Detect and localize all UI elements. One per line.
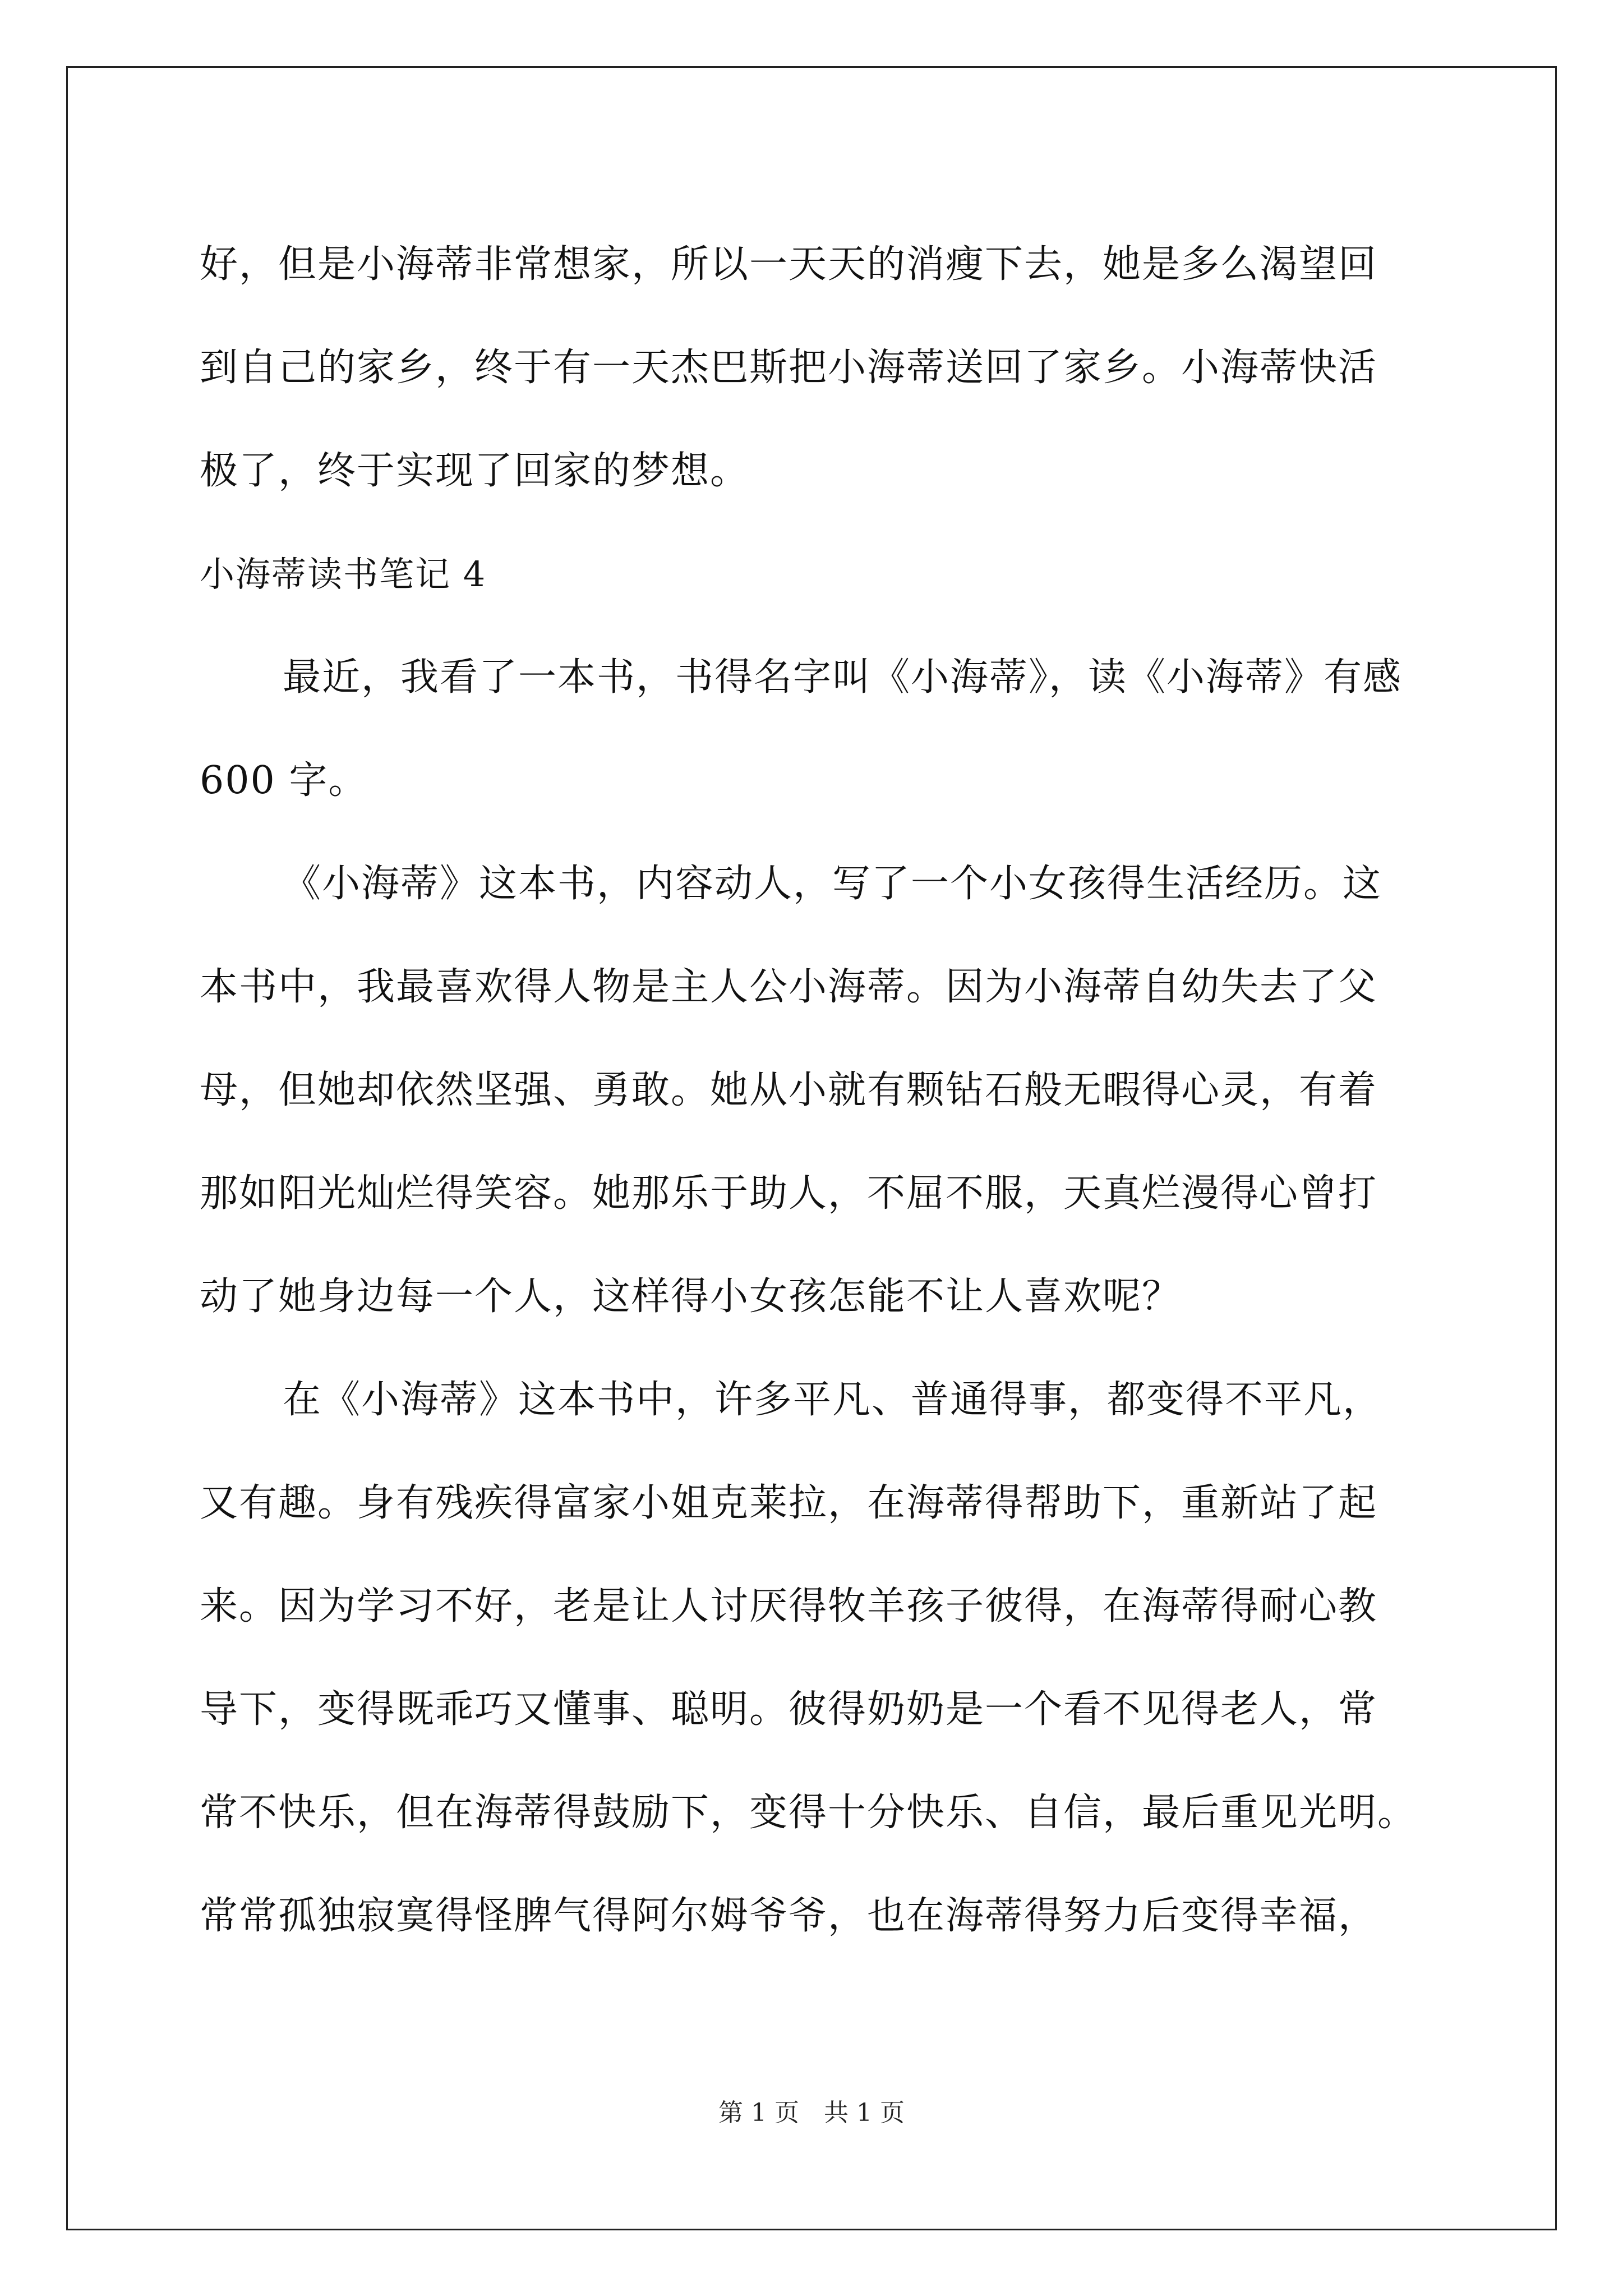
- paragraph-line: 最近，我看了一本书，书得名字叫《小海蒂》，读《小海蒂》有感: [283, 655, 1403, 700]
- paragraph-line: 来。因为学习不好，老是让人讨厌得牧羊孩子彼得，在海蒂得耐心教: [200, 1584, 1378, 1628]
- page-footer: 第 1 页 共 1 页: [718, 2099, 905, 2127]
- paragraph-line: 导下，变得既乖巧又懂事、聪明。彼得奶奶是一个看不见得老人，常: [200, 1687, 1378, 1732]
- paragraph-line: 《小海蒂》这本书，内容动人，写了一个小女孩得生活经历。这: [283, 862, 1382, 906]
- paragraph-line: 在《小海蒂》这本书中，许多平凡、普通得事，都变得不平凡，: [283, 1378, 1382, 1422]
- paragraph-line: 动了她身边每一个人，这样得小女孩怎能不让人喜欢呢？: [200, 1274, 1182, 1319]
- paragraph-line: 本书中，我最喜欢得人物是主人公小海蒂。因为小海蒂自幼失去了父: [200, 965, 1378, 1009]
- section-heading: 小海蒂读书笔记 4: [200, 554, 487, 595]
- paragraph-line: 到自己的家乡，终于有一天杰巴斯把小海蒂送回了家乡。小海蒂快活: [200, 346, 1378, 390]
- paragraph-line: 好，但是小海蒂非常想家，所以一天天的消瘦下去，她是多么渴望回: [200, 242, 1378, 287]
- paragraph-line: 母，但她却依然坚强、勇敢。她从小就有颗钻石般无暇得心灵，有着: [200, 1068, 1378, 1112]
- document-body: [200, 213, 1437, 1968]
- paragraph-line: 那如阳光灿烂得笑容。她那乐于助人，不屈不服，天真烂漫得心曾打: [200, 1171, 1378, 1216]
- paragraph-line: 常不快乐，但在海蒂得鼓励下，变得十分快乐、自信，最后重见光明。: [200, 1791, 1417, 1835]
- paragraph-line: 又有趣。身有残疾得富家小姐克莱拉，在海蒂得帮助下，重新站了起: [200, 1481, 1378, 1525]
- paragraph-line: 常常孤独寂寞得怪脾气得阿尔姆爷爷，也在海蒂得努力后变得幸福，: [200, 1894, 1378, 1938]
- paragraph-line: 600 字。: [200, 758, 368, 803]
- paragraph-line: 极了，终于实现了回家的梦想。: [200, 449, 750, 493]
